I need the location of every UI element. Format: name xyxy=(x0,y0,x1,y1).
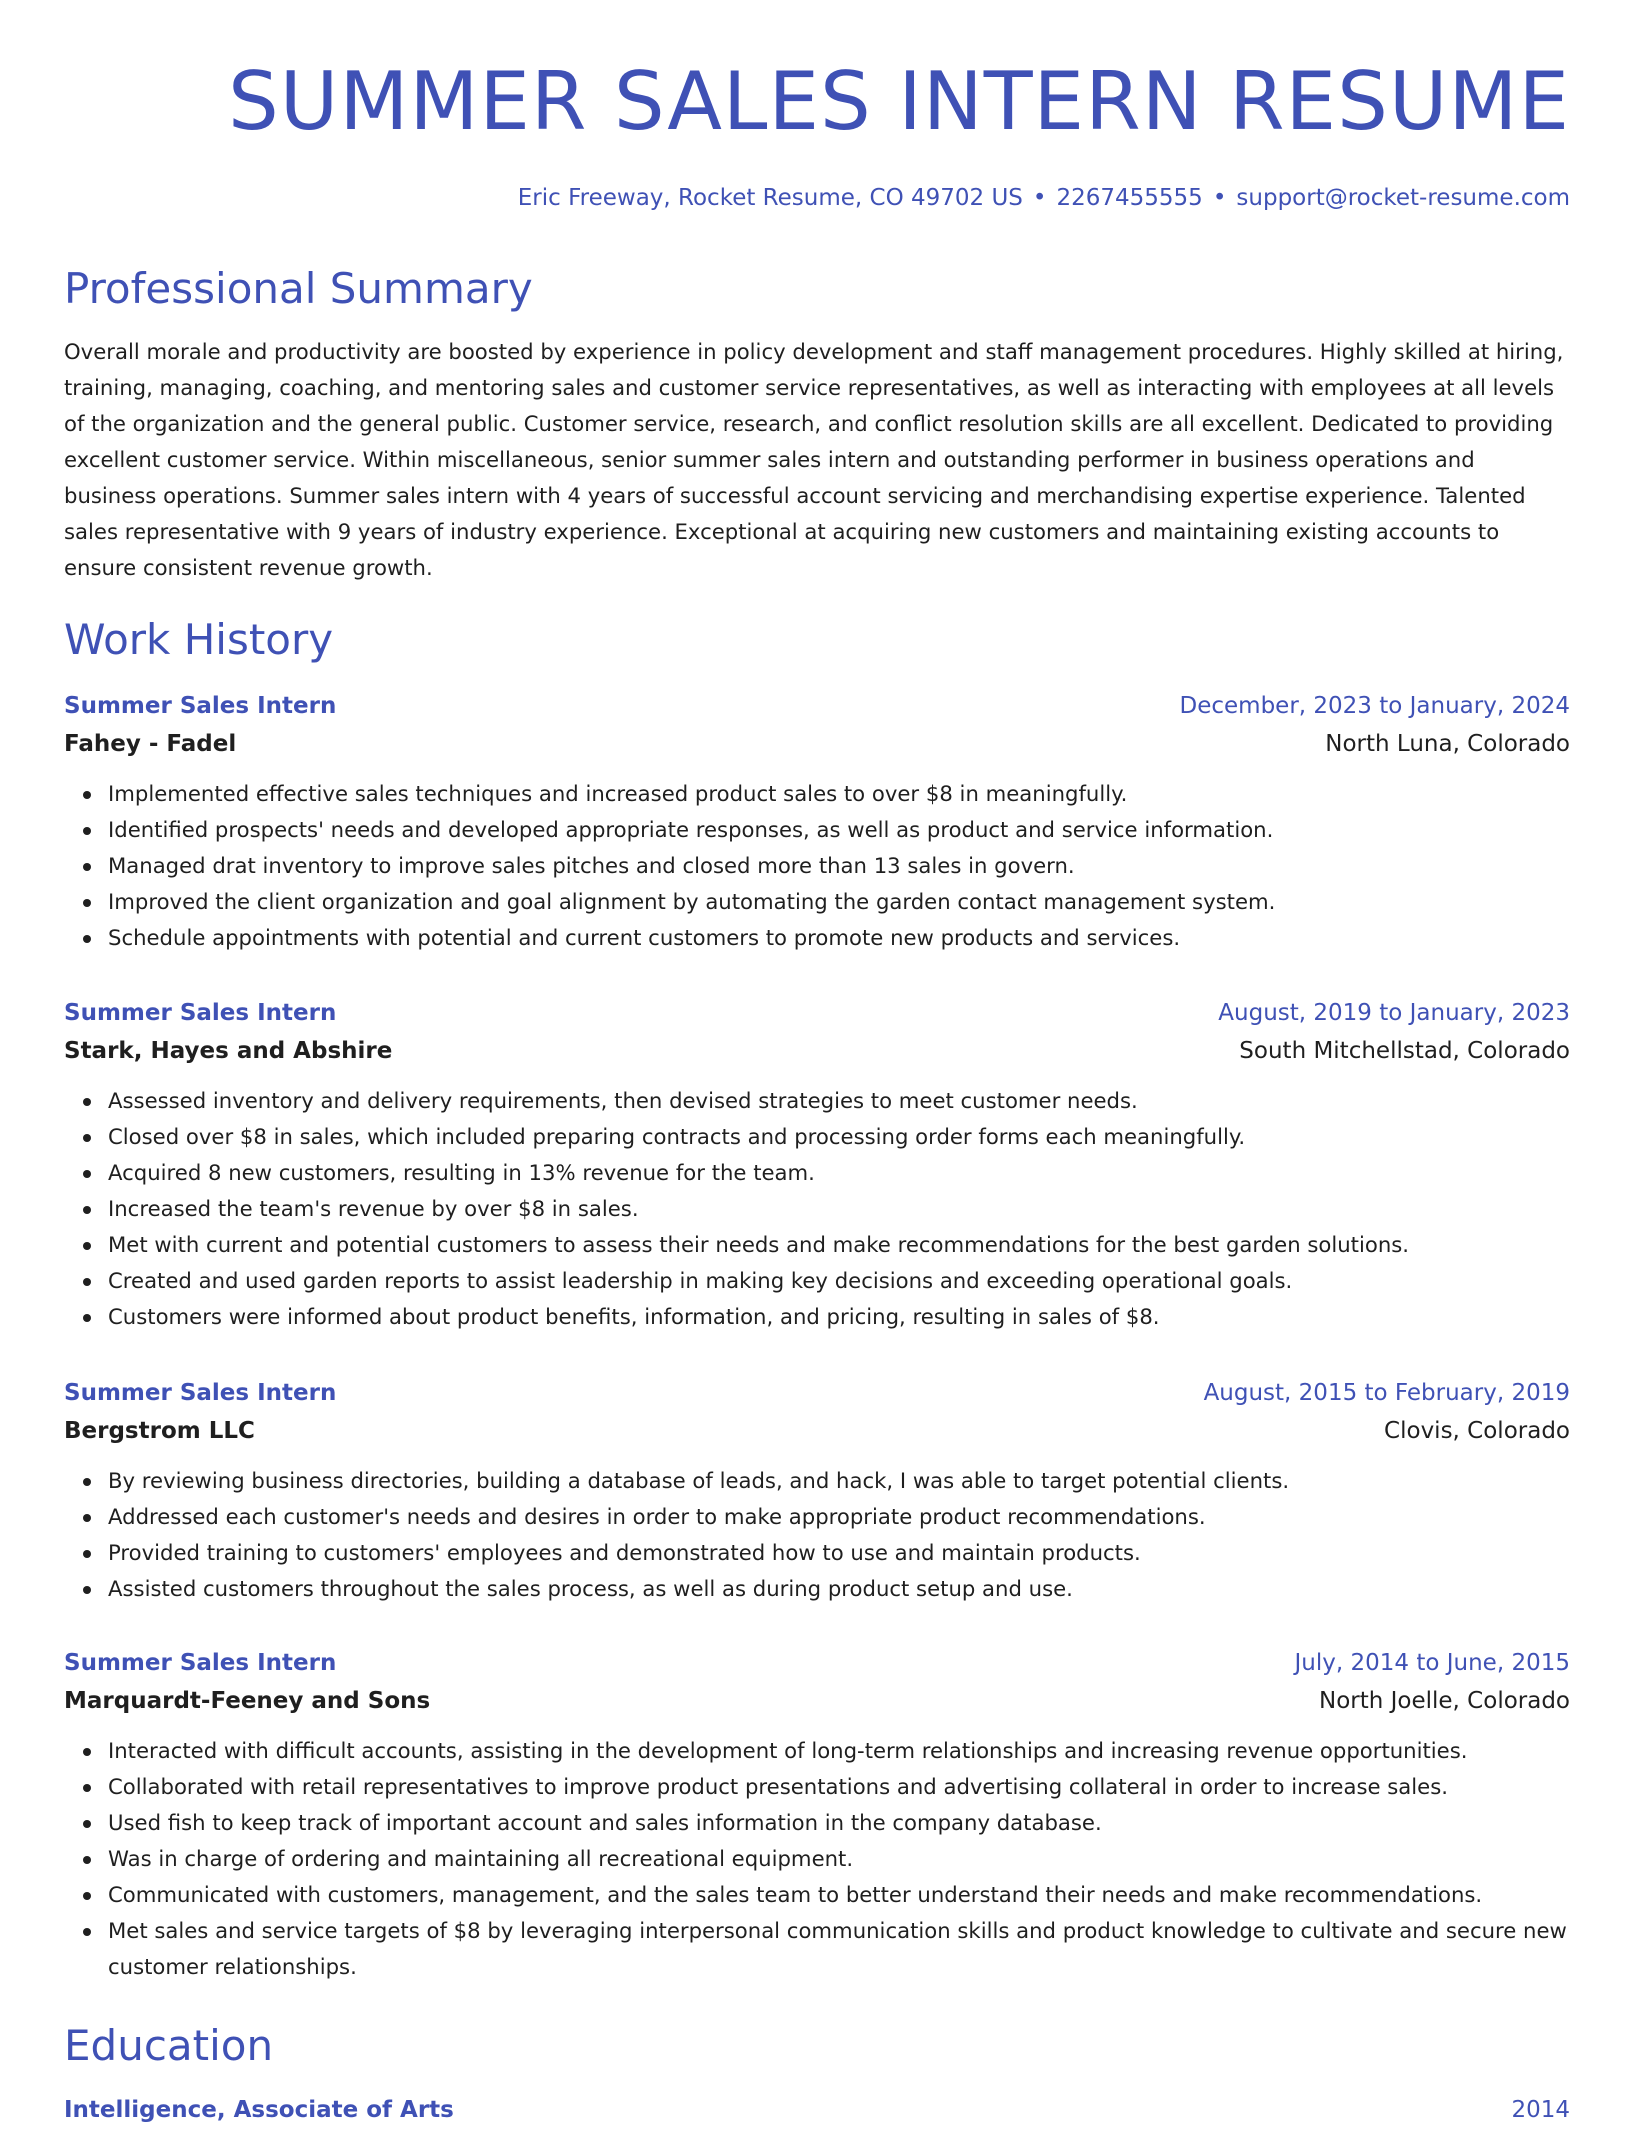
section-heading-education: Education xyxy=(64,2021,274,2070)
job-bullets xyxy=(64,1733,1570,1985)
job-entry xyxy=(64,994,1570,1335)
job-location: North Luna, Colorado xyxy=(1325,731,1570,757)
job-role: Summer Sales Intern xyxy=(64,693,337,719)
job-title-row xyxy=(64,1644,1570,1682)
job-company-row xyxy=(64,725,1570,763)
job-bullet: Identified prospects' needs and developed appropriate responses, as well as product and service information. xyxy=(108,812,1570,848)
job-title-row xyxy=(64,994,1570,1032)
job-bullet: Met sales and service targets of $8 by leveraging interpersonal communication skills and product knowledge to cultivate and secure new customer relationships. xyxy=(108,1913,1570,1985)
job-bullets xyxy=(64,1083,1570,1335)
education-entry xyxy=(64,2091,1570,2129)
job-bullet: Acquired 8 new customers, resulting in 13% revenue for the team. xyxy=(108,1155,1570,1191)
job-bullet: Collaborated with retail representatives to improve product presentations and advertising collateral in order to increase sales. xyxy=(108,1769,1570,1805)
job-dates: December, 2023 to January, 2024 xyxy=(1179,693,1570,719)
job-bullet: Improved the client organization and goal alignment by automating the garden contact management system. xyxy=(108,884,1570,920)
job-bullet: Managed drat inventory to improve sales pitches and closed more than 13 sales in govern. xyxy=(108,848,1570,884)
job-company-row xyxy=(64,1412,1570,1450)
job-bullet: Schedule appointments with potential and current customers to promote new products and services. xyxy=(108,920,1570,956)
job-company: Marquardt-Feeney and Sons xyxy=(64,1688,431,1714)
contact-phone: 2267455555 xyxy=(1056,185,1203,211)
job-company: Stark, Hayes and Abshire xyxy=(64,1038,393,1064)
job-title-row xyxy=(64,687,1570,725)
job-bullet: Implemented effective sales techniques and increased product sales to over $8 in meaningfully. xyxy=(108,776,1570,812)
job-bullet: Assessed inventory and delivery requirements, then devised strategies to meet customer needs. xyxy=(108,1083,1570,1119)
job-company-row xyxy=(64,1682,1570,1720)
contact-separator: • xyxy=(1032,185,1047,211)
job-bullets xyxy=(64,776,1570,956)
contact-separator: • xyxy=(1212,185,1227,211)
job-role: Summer Sales Intern xyxy=(64,1000,337,1026)
job-dates: August, 2015 to February, 2019 xyxy=(1203,1380,1570,1406)
education-row xyxy=(64,2091,1570,2129)
job-entry xyxy=(64,1644,1570,1985)
job-role: Summer Sales Intern xyxy=(64,1380,337,1406)
job-role: Summer Sales Intern xyxy=(64,1650,337,1676)
summary-text: Overall morale and productivity are boosted by experience in policy development and staff management procedures. Highly skilled at hiring, training, managing, coaching, and mentoring sales and customer service representatives, as well as interacting with employees at all levels of the organization and the general public. Customer service, research, and conflict resolution skills are all excellent. Dedicated to providing excellent customer service. Within miscellaneous, senior summer sales intern and outstanding performer in business operations and business operations. Summer sales intern with 4 years of successful account servicing and merchandising expertise experience. Talented sales representative with 9 years of industry experience. Exceptional at acquiring new customers and maintaining existing accounts to ensure consistent revenue growth. xyxy=(64,339,1564,580)
job-dates: July, 2014 to June, 2015 xyxy=(1294,1650,1570,1676)
job-bullet: Was in charge of ordering and maintaining all recreational equipment. xyxy=(108,1841,1570,1877)
job-bullet: Closed over $8 in sales, which included preparing contracts and processing order forms each meaningfully. xyxy=(108,1119,1570,1155)
job-bullet: Communicated with customers, management, and the sales team to better understand their needs and make recommendations. xyxy=(108,1877,1570,1913)
job-dates: August, 2019 to January, 2023 xyxy=(1218,1000,1570,1026)
education-degree: Intelligence, Associate of Arts xyxy=(64,2097,454,2123)
job-company: Fahey - Fadel xyxy=(64,731,237,757)
contact-line xyxy=(518,182,1570,214)
job-bullet: Provided training to customers' employees and demonstrated how to use and maintain products. xyxy=(108,1535,1570,1571)
job-bullet: Addressed each customer's needs and desires in order to make appropriate product recommendations. xyxy=(108,1499,1570,1535)
job-bullet: Used fish to keep track of important account and sales information in the company database. xyxy=(108,1805,1570,1841)
resume-title: SUMMER SALES INTERN RESUME xyxy=(227,55,1570,148)
job-bullet: Interacted with difficult accounts, assisting in the development of long-term relationships and increasing revenue opportunities. xyxy=(108,1733,1570,1769)
job-location: South Mitchellstad, Colorado xyxy=(1239,1038,1570,1064)
job-company: Bergstrom LLC xyxy=(64,1418,255,1444)
job-bullet: Increased the team's revenue by over $8 in sales. xyxy=(108,1191,1570,1227)
section-heading-work-history: Work History xyxy=(64,615,334,664)
job-entry xyxy=(64,1374,1570,1607)
job-location: North Joelle, Colorado xyxy=(1318,1688,1570,1714)
contact-email: support@rocket-resume.com xyxy=(1236,185,1570,211)
job-bullet: Met with current and potential customers to assess their needs and make recommendations for the best garden solutions. xyxy=(108,1227,1570,1263)
job-bullet: Assisted customers throughout the sales process, as well as during product setup and use. xyxy=(108,1571,1570,1607)
job-bullet: Customers were informed about product benefits, information, and pricing, resulting in sales of $8. xyxy=(108,1299,1570,1335)
resume-page xyxy=(64,0,1570,2123)
education-year: 2014 xyxy=(1511,2097,1570,2123)
section-heading-summary: Professional Summary xyxy=(64,264,533,313)
job-bullets xyxy=(64,1463,1570,1607)
job-company-row xyxy=(64,1032,1570,1070)
job-location: Clovis, Colorado xyxy=(1384,1418,1570,1444)
job-title-row xyxy=(64,1374,1570,1412)
contact-address: Eric Freeway, Rocket Resume, CO 49702 US xyxy=(517,185,1023,211)
job-bullet: Created and used garden reports to assist leadership in making key decisions and exceeding operational goals. xyxy=(108,1263,1570,1299)
job-entry xyxy=(64,687,1570,956)
job-bullet: By reviewing business directories, building a database of leads, and hack, I was able to target potential clients. xyxy=(108,1463,1570,1499)
